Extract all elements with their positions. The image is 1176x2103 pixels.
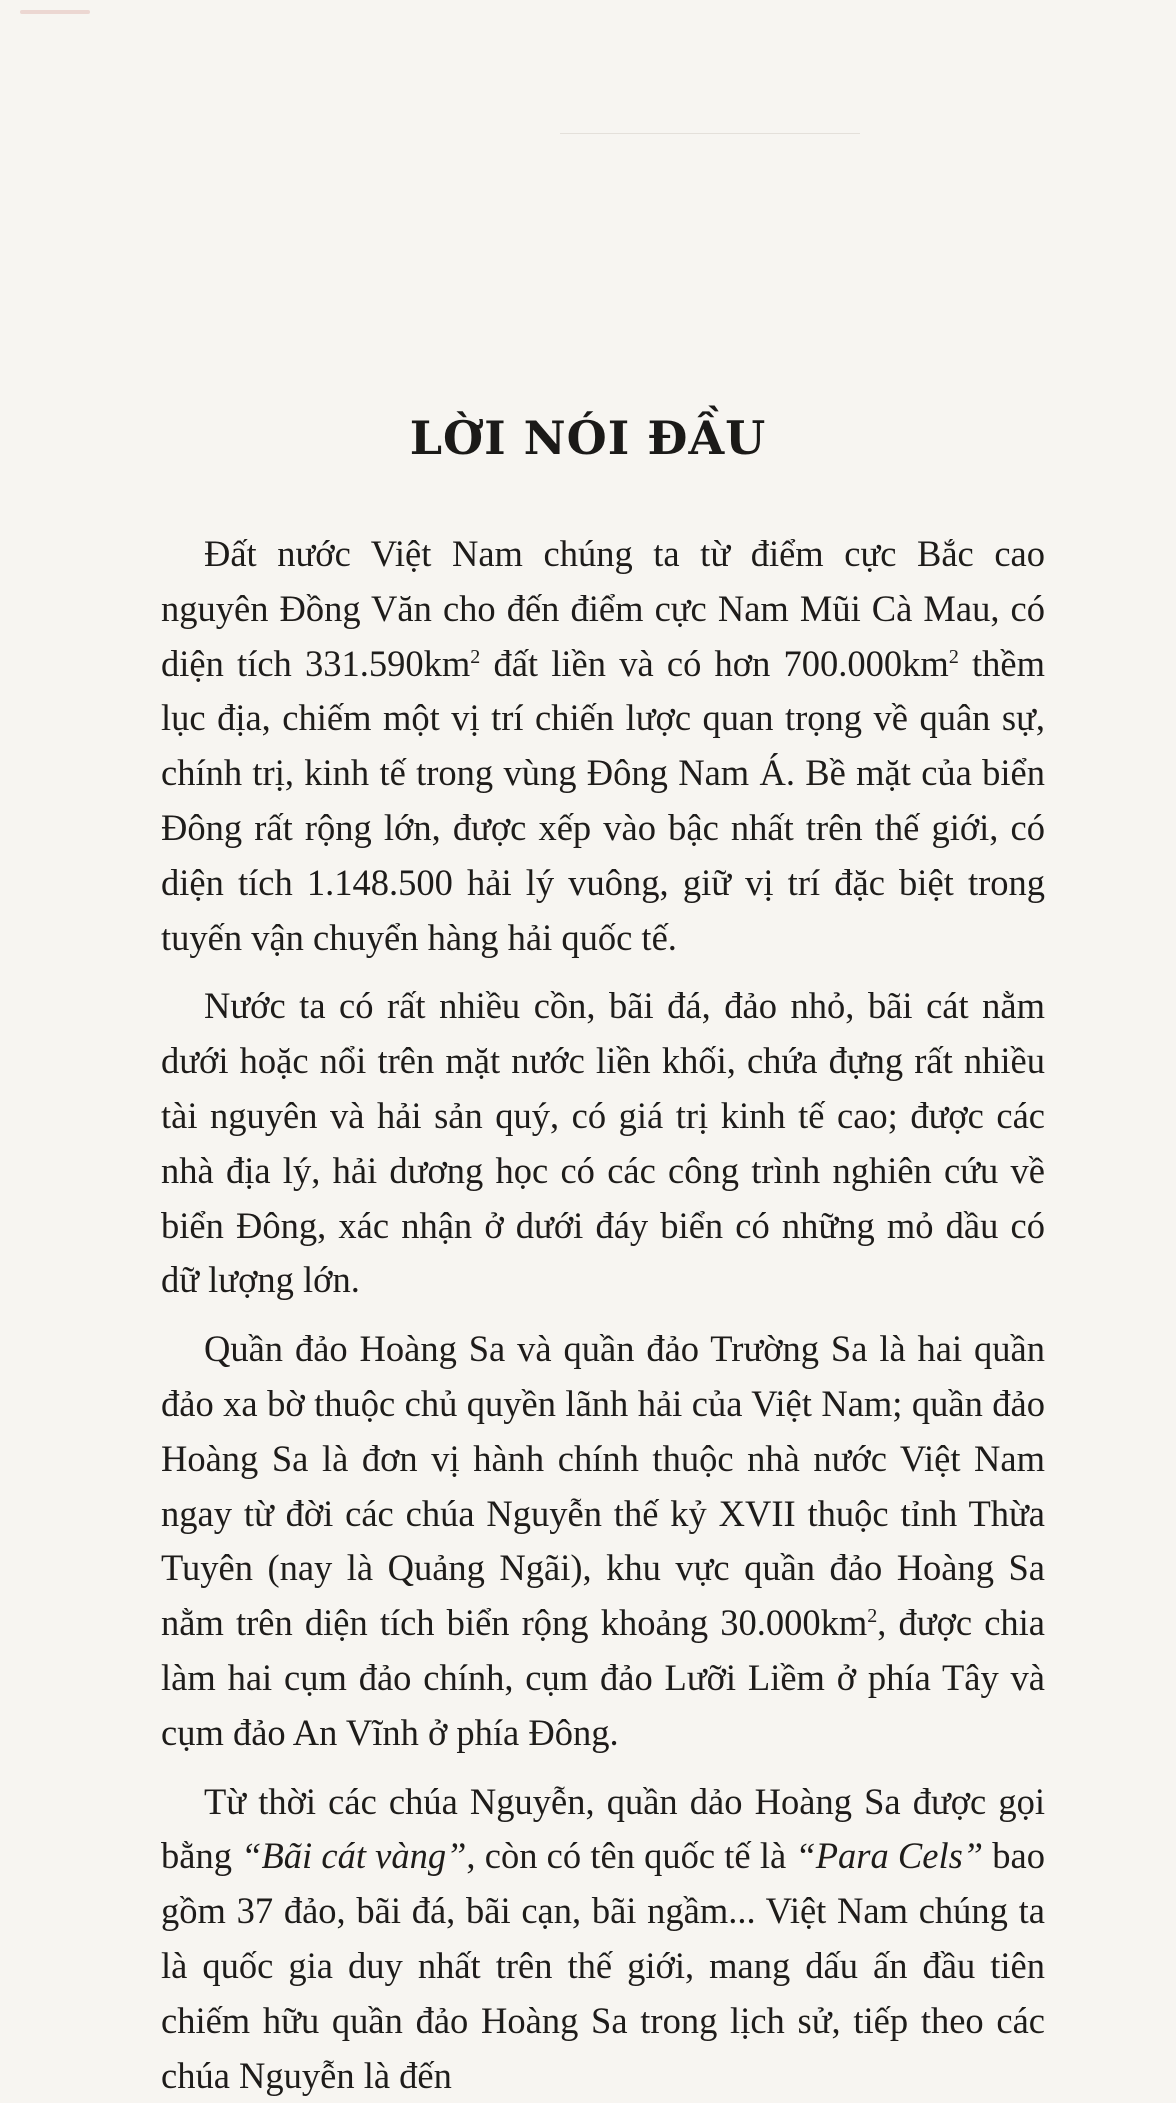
paragraph-4 (161, 1775, 1045, 2103)
page-edge-mark (20, 10, 90, 14)
paragraph-1-text-3: thềm lục địa, chiếm một vị trí chiến lược quan trọng về quân sự, chính trị, kinh tế trong vùng Đông Nam Á. Bề mặt của biển Đông rất rộng lớn, được xếp vào bậc nhất trên thế giới, có diện tích 1.148.500 hải lý vuông, giữ vị trí đặc biệt trong tuyến vận chuyển hàng hải quốc tế. (161, 642, 1046, 958)
superscript-2: 2 (948, 645, 959, 668)
paragraph-3-text-2: , được chia làm hai cụm đảo chính, cụm đảo Lưỡi Liềm ở phía Tây và cụm đảo An Vĩnh ở phía Đông. (161, 1602, 1046, 1753)
superscript-2: 2 (867, 1604, 878, 1627)
paragraph-1 (161, 527, 1045, 965)
paragraph-3 (161, 1322, 1045, 1760)
paragraph-3-text-1: Quần đảo Hoàng Sa và quần đảo Trường Sa là hai quần đảo xa bờ thuộc chủ quyền lãnh hải của Việt Nam; quần đảo Hoàng Sa là đơn vị hành chính thuộc nhà nước Việt Nam ngay từ đời các chúa Nguyễn thế kỷ XVII thuộc tỉnh Thừa Tuyên (nay là Quảng Ngãi), khu vực quần đảo Hoàng Sa nằm trên diện tích biển rộng khoảng 30.000km (161, 1328, 1045, 1644)
superscript-2: 2 (470, 645, 481, 668)
paragraph-2-text: Nước ta có rất nhiều cồn, bãi đá, đảo nhỏ, bãi cát nằm dưới hoặc nổi trên mặt nước liền khối, chứa đựng rất nhiều tài nguyên và hải sản quý, có giá trị kinh tế cao; được các nhà địa lý, hải dương học có các công trình nghiên cứu về biển Đông, xác nhận ở dưới đáy biển có những mỏ dầu có dữ lượng lớn. (161, 985, 1045, 1301)
bleed-through-rule (560, 133, 860, 134)
paragraph-4-text-1: Từ thời các chúa Nguyễn, quần dảo Hoàng Sa được gọi bằng (161, 1780, 1045, 1877)
italic-term-para-cels: “Para Cels” (795, 1835, 984, 1877)
paragraph-1-text-2: đất liền và có hơn 700.000km (480, 642, 949, 684)
paragraph-4-text-3: bao gồm 37 đảo, bãi đá, bãi cạn, bãi ngầm... Việt Nam chúng ta là quốc gia duy nhất trên thế giới, mang dấu ấn đầu tiên chiếm hữu quần đảo Hoàng Sa trong lịch sử, tiếp theo các chúa Nguyễn là đến (161, 1835, 1046, 2096)
paragraph-1-text-1: Đất nước Việt Nam chúng ta từ điểm cực Bắc cao nguyên Đồng Văn cho đến điểm cực Nam Mũi Cà Mau, có diện tích 331.590km (161, 533, 1045, 684)
page-title: LỜI NÓI ĐẦU (409, 410, 767, 465)
paragraph-4-text-2: , còn có tên quốc tế là (466, 1835, 796, 1877)
paragraph-2 (161, 979, 1045, 1308)
italic-term-bai-cat-vang: “Bãi cát vàng” (241, 1835, 467, 1877)
body-text (161, 527, 1045, 2103)
